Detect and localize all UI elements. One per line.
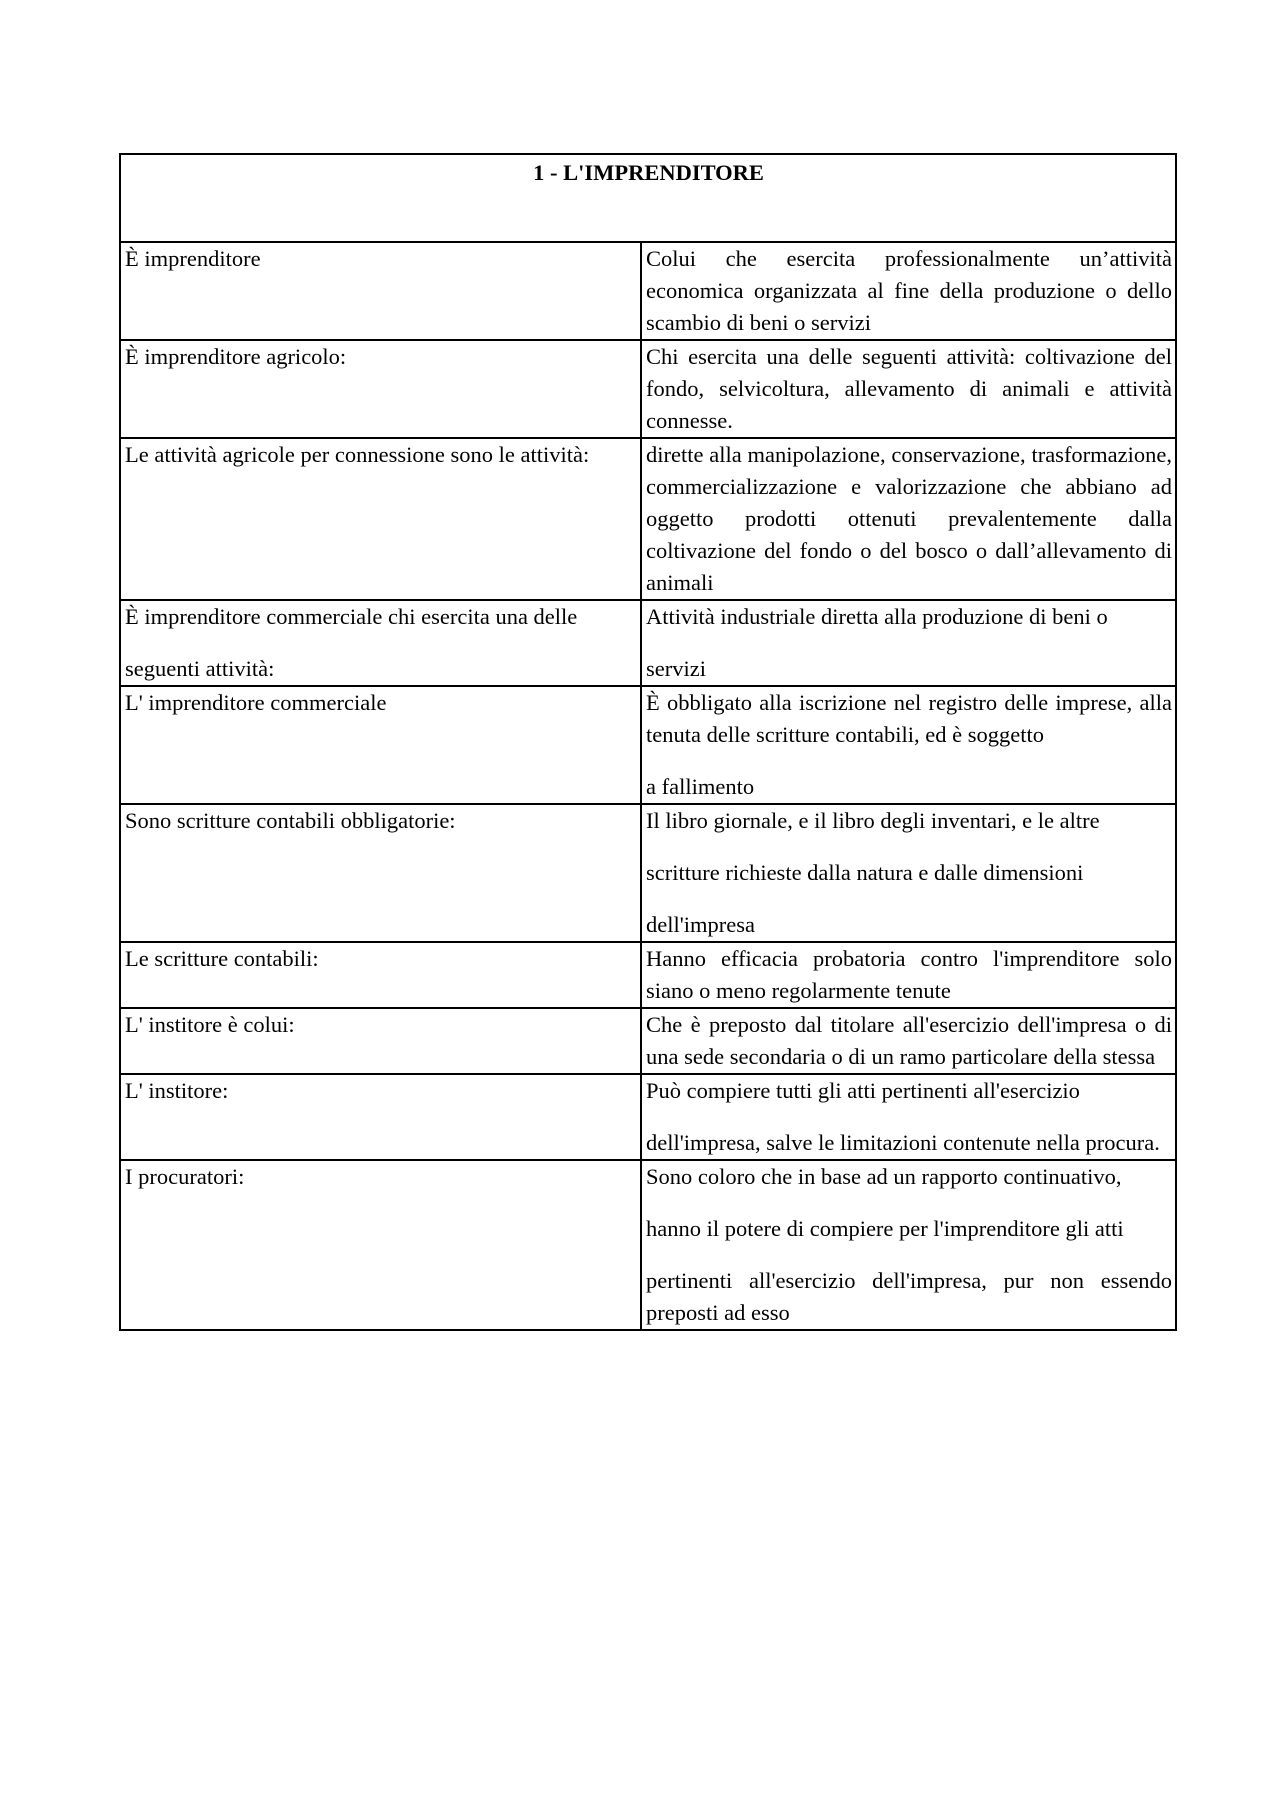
definition-cell [641,1160,1176,1330]
table-body [120,154,1176,1330]
definition-cell [641,804,1176,942]
table-row [120,1008,1176,1074]
table-row [120,686,1176,804]
definition-text: Può compiere tutti gli atti pertinenti all'esercizio [646,1078,1080,1103]
definition-text: Chi esercita una delle seguenti attività: coltivazione del fondo, selvicoltura, allevamento di animali e attività connesse. [646,344,1173,433]
term-cell [120,686,641,804]
table-row [120,242,1176,340]
term-cell [120,804,641,942]
definition-text: Hanno efficacia probatoria contro l'imprenditore solo siano o meno regolarmente tenute [646,946,1173,1003]
term-text: L' imprenditore commerciale [125,690,387,715]
definition-cell [641,438,1176,600]
definition-text: Il libro giornale, e il libro degli inventari, e le altre [646,808,1100,833]
term-cell [120,438,641,600]
definition-cell [641,242,1176,340]
table-row [120,438,1176,600]
definition-text: Colui che esercita professionalmente un’attività economica organizzata al fine della produzione o dello scambio di beni o servizi [646,246,1173,335]
term-cell [120,1160,641,1330]
definition-text: servizi [646,656,706,681]
term-text: Le scritture contabili: [125,946,319,971]
definition-cell [641,942,1176,1008]
term-text: È imprenditore commerciale chi esercita una delle [125,604,578,629]
definition-text: dell'impresa [646,912,756,937]
term-cell [120,600,641,686]
term-text: È imprenditore [125,246,261,271]
definition-text: dirette alla manipolazione, conservazione, trasformazione, commercializzazione e valorizzazione che abbiano ad oggetto prodotti ottenuti prevalentemente dalla coltivazione del fondo o del bosco o dall’allevamento di animali [646,442,1173,595]
term-text: L' institore: [125,1078,229,1103]
term-text: seguenti attività: [125,656,275,681]
table-row [120,1160,1176,1330]
term-cell [120,242,641,340]
table-row [120,1074,1176,1160]
definition-cell [641,600,1176,686]
definition-text: dell'impresa, salve le limitazioni contenute nella procura. [646,1130,1160,1155]
definition-text: scritture richieste dalla natura e dalle dimensioni [646,860,1084,885]
definition-text: a fallimento [646,774,755,799]
term-text: Le attività agricole per connessione sono le attività: [125,442,590,467]
definition-text: È obbligato alla iscrizione nel registro delle imprese, alla tenuta delle scritture contabili, ed è soggetto [646,690,1173,747]
term-cell [120,942,641,1008]
definition-text: Attività industriale diretta alla produzione di beni o [646,604,1108,629]
definition-cell [641,1008,1176,1074]
definition-text: pertinenti all'esercizio dell'impresa, pur non essendo preposti ad esso [646,1268,1173,1325]
table-title: 1 - L'IMPRENDITORE [120,154,1176,242]
definitions-table [119,153,1177,1331]
table-row [120,804,1176,942]
term-cell [120,340,641,438]
term-text: L' institore è colui: [125,1012,295,1037]
table-row [120,340,1176,438]
definition-cell [641,340,1176,438]
table-row [120,942,1176,1008]
term-text: Sono scritture contabili obbligatorie: [125,808,456,833]
definition-text: Che è preposto dal titolare all'esercizio dell'impresa o di una sede secondaria o di un ramo particolare della stessa [646,1012,1173,1069]
term-cell [120,1008,641,1074]
definition-cell [641,1074,1176,1160]
term-text: È imprenditore agricolo: [125,344,347,369]
term-cell [120,1074,641,1160]
table-row [120,600,1176,686]
definition-cell [641,686,1176,804]
title-row [120,154,1176,242]
term-text: I procuratori: [125,1164,245,1189]
definition-text: Sono coloro che in base ad un rapporto continuativo, [646,1164,1122,1189]
definition-text: hanno il potere di compiere per l'imprenditore gli atti [646,1216,1124,1241]
